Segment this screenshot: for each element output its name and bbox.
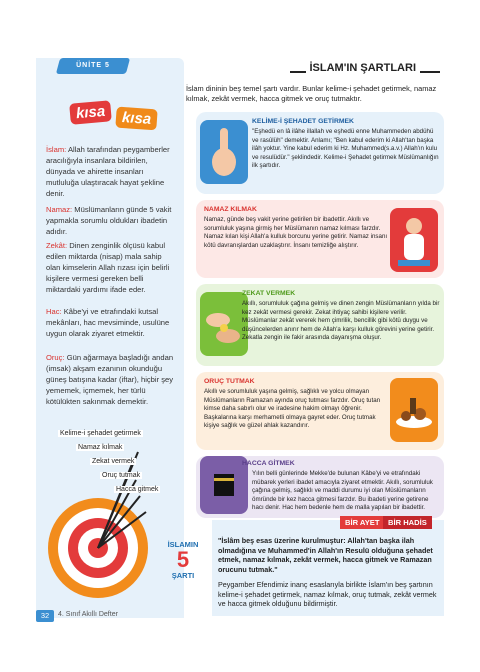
- raised-finger-icon: [200, 120, 248, 184]
- target-diagram: [36, 430, 176, 600]
- card-kelime-i-sehadet: [196, 112, 444, 194]
- text-zekat: Dinen zenginlik ölçüsü kabul edilen miktarda (nisap) mala sahip olan kimselerin Allah rızası için belirli kişilere vermesi gereken belli miktardaki yardımı ifade eder.: [46, 241, 170, 294]
- definition-namaz: [46, 204, 178, 237]
- target-label-kelime: Kelime-i şehadet getirmek: [60, 430, 141, 437]
- page-title: İSLAM'IN ŞARTLARI: [306, 62, 421, 74]
- term-islam: İslam:: [46, 145, 67, 154]
- iftar-table-icon: [390, 378, 438, 442]
- badge-line2: ŞARTI: [171, 571, 195, 580]
- target-label-zekat: Zekat vermek: [92, 458, 135, 465]
- five-pillars-badge: [158, 540, 208, 580]
- unit-tab-label: ÜNİTE 5: [76, 62, 110, 69]
- page-number: 32: [36, 610, 54, 622]
- text-islam: Allah tarafından peygamberler aracılığıyla insanlara bildirilen, dünyada ve ahirette insanları mutluluğa ulaştıracak hayat şekline denir.: [46, 145, 170, 198]
- term-oruc: Oruç:: [46, 353, 65, 362]
- card-body: Namaz, günde beş vakit yerine getirilen bir ibadettir. Akıllı ve sorumluluk yaşına girmiş her Müslümanın namaz kılması farzdır. Namaz kılan kişi Allah'a kulluk borcunu yerine getirir. Namaz insanı kötü davranışlardan uzaklaştırır. İnsanı temizliğe alıştırır.: [204, 216, 388, 249]
- term-zekat: Zekât:: [46, 241, 68, 250]
- kisa-word-2: kısa: [115, 107, 158, 131]
- bir-hadis-tab: BİR HADİS: [383, 516, 432, 529]
- definition-hac: [46, 306, 178, 339]
- target-label-hac: Hacca gitmek: [116, 486, 159, 493]
- unit-tab: [56, 58, 130, 74]
- giving-hands-icon: [200, 292, 248, 356]
- card-body: "Eşhedü en lâ ilâhe illallah ve eşhedü enne Muhammeden abdühü ve rasûlüh" demektir. Anlamı; "Ben kabul ederim ki Allah'tan başka ilâh yoktur. Yine kabul ederim ki Hz. Muhammed(s.a.v.) Allah'ın kulu ve resulüdür." şeklindedir. Kelime-i Şehadet getirmek Müslümanlığın ilk şartıdır.: [252, 128, 439, 170]
- term-hac: Hac:: [46, 307, 62, 316]
- card-body: Akıllı ve sorumluluk yaşına gelmiş, sağlıklı ve yolcu olmayan Müslümanların Ramazan ayında oruç tutması farzdır. Oruç tutan kimse daha sabırlı olur ve iradesine hakim olmayı öğrenir. Başkalarına karşı merhametli olmaya gayret eder. Oruç tutmak kişiye sağlık ve güzel ahlak kazandırır.: [204, 388, 381, 430]
- card-body: Yılın belli günlerinde Mekke'de bulunan Kâbe'yi ve etrafındaki mübarek yerleri ibadet amacıyla ziyaret etmektir. Akıllı, sorumluluk çağına gelmiş, sağlıklı ve maddi durumu iyi olan Müslümanların ömründe bir kez hacca gitmesi farzdır. Bu ibadeti yerine getirene hacı denir. Hac hem bedenle hem de malla yapılan bir ibadettir.: [252, 470, 433, 512]
- hadis-explanation: Peygamber Efendimiz inanç esaslarıyla birlikte İslam'ın beş şartının kelime-i şehadet getirmek, namaz kılmak, oruç tutmak, zekât vermek ve hacca gitmek olduğunu bildirmiştir.: [218, 580, 437, 609]
- hadis-quote: "İslâm beş esas üzerine kurulmuştur: Allah'tan başka ilah olmadığına ve Muhammed'in Allah'ın Resulü olduğuna şehadet etmek, namaz kılmak, zekât vermek, hacca gitmek ve Ramazan orucunu tutmak.": [218, 536, 433, 574]
- bir-ayet-tab: BİR AYET: [340, 516, 384, 529]
- kisa-word-1: kısa: [69, 100, 112, 125]
- text-oruc: Gün ağarmaya başladığı andan (imsak) akşam ezanının okunduğu güneş batışına kadar (iftar), hiçbir şey yememek, içmemek, her türlü kötülükten sakınmak demektir.: [46, 353, 174, 406]
- title-bar: [290, 62, 440, 80]
- card-zekat: [196, 284, 444, 366]
- card-hac: [196, 456, 444, 518]
- kisa-kisa-logo: [70, 100, 166, 134]
- card-namaz: [196, 200, 444, 278]
- card-title: KELİME-İ ŞEHADET GETİRMEK: [252, 118, 354, 125]
- card-title: ZEKAT VERMEK: [242, 290, 296, 297]
- card-title: HACCA GİTMEK: [242, 460, 295, 467]
- target-label-oruc: Oruç tutmak: [102, 472, 141, 479]
- praying-man-icon: [390, 208, 438, 272]
- card-body: Akıllı, sorumluluk çağına gelmiş ve dinen zengin Müslümanların yılda bir kez zekât vermesi gerekir. Zekat ihtiyaç sahibi kişilere verilir. Müslümanlar zekât vererek hem çimrilik, bencillik gibi kötü duygu ve düşüncelerden anırır hem de Allah'a karşı kulluk görevini yerine getirir. Zekatla zengin ile fakir arasında dayanışma oluşur.: [242, 300, 440, 342]
- intro-text: İslam dininin beş temel şartı vardır. Bunlar kelime-i şehadet getirmek, namaz kılmak, zekât vermek, hacca gitmek ve oruç tutmaktır.: [186, 84, 437, 103]
- text-hac: Kâbe'yi ve etrafındaki kutsal mekânları, hac mevsiminde, usulüne uygun olarak ziyaret etmektir.: [46, 307, 170, 338]
- text-namaz: Müslümanların günde 5 vakit yapmakla sorumlu oldukları ibadetin adıdır.: [46, 205, 172, 236]
- badge-number: 5: [176, 547, 190, 572]
- card-title: NAMAZ KILMAK: [204, 206, 257, 213]
- badge-line1: İSLAMIN: [167, 540, 199, 549]
- card-title: ORUÇ TUTMAK: [204, 378, 255, 385]
- book-title: 4. Sınıf Akıllı Defter: [58, 611, 118, 618]
- definition-zekat: [46, 240, 178, 295]
- target-label-namaz: Namaz kılmak: [78, 444, 123, 451]
- target-illustration: [36, 430, 176, 600]
- definition-islam: [46, 144, 178, 199]
- card-oruc: [196, 372, 444, 450]
- definition-oruc: [46, 352, 178, 407]
- term-namaz: Namaz:: [46, 205, 73, 214]
- kaaba-icon: [200, 456, 248, 514]
